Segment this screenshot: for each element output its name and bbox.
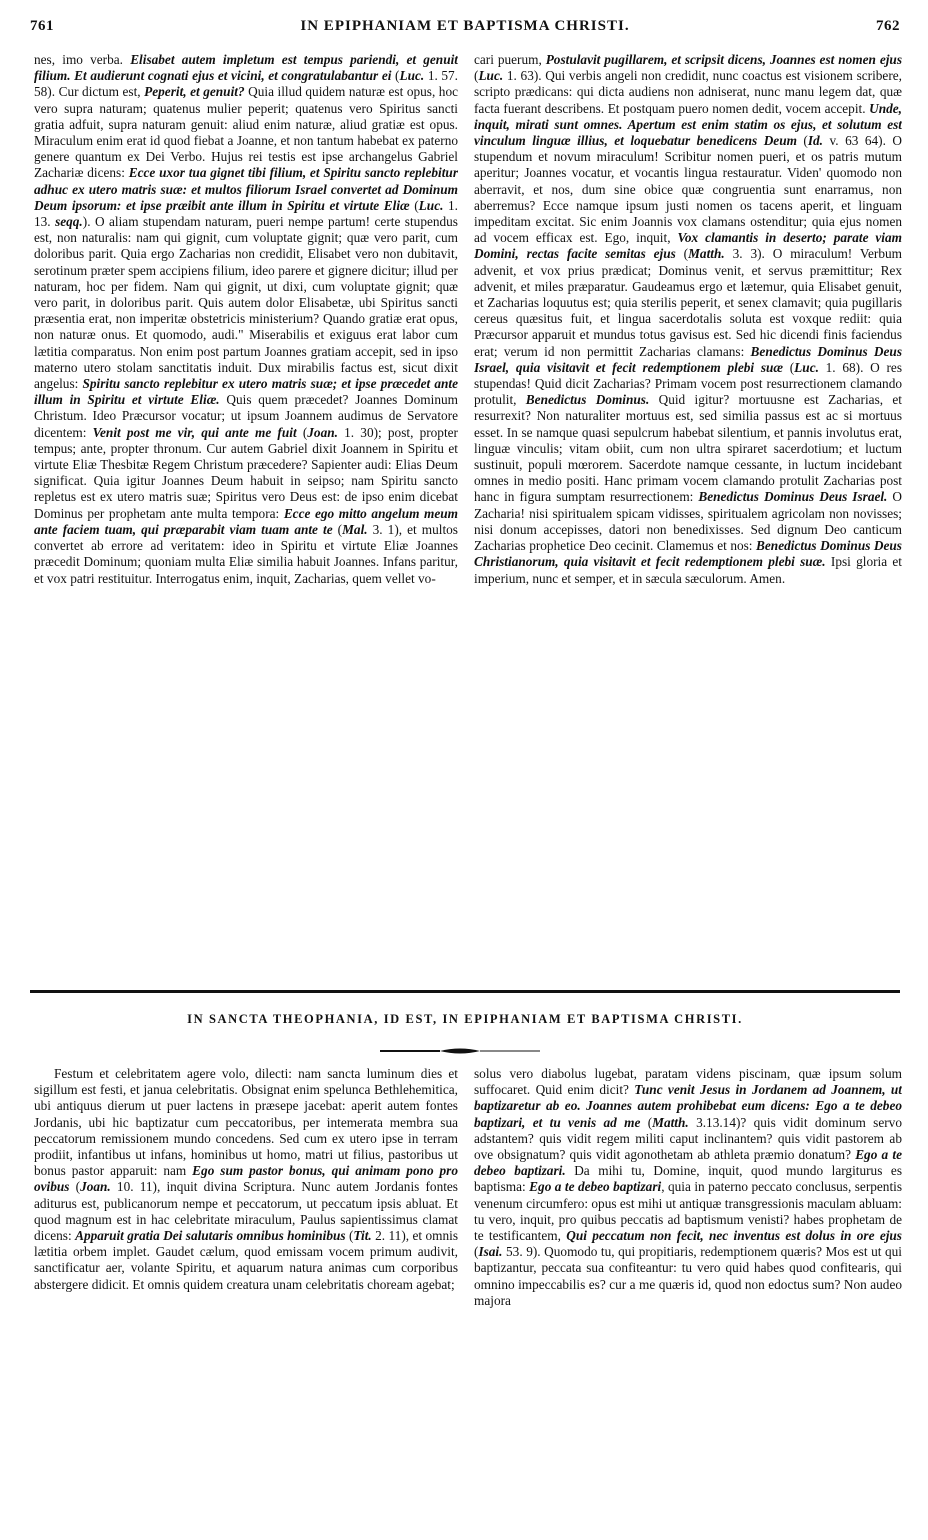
section-title: IN SANCTA THEOPHANIA, ID EST, IN EPIPHANIAM ET BAPTISMA CHRISTI. xyxy=(187,1012,743,1026)
italic-quote: Unde, inquit, mirati sunt omnes. Apertum est enim statim os ejus, et solutum est vinculum linguæ illius, et loquebatur benedicens Deum xyxy=(474,100,902,149)
text-run: ( xyxy=(409,197,419,213)
text-run: 3.13.14)? quis vidit dominum servo adstantem? quis vidit regem militi caput inclinantem? quis vidit pastorem ab ove obsignatum? quis vidit agonothetam ab athleta præmio donatum? xyxy=(474,1114,902,1163)
text-run: 1. 68). O res stupendas! Quid dicit Zacharias? Primam vocem post resurrectionem clamando protulit, xyxy=(474,359,902,408)
text-run: ). O aliam stupendam naturam, pueri nempe partum! certe stupendus est, non naturalis: nam qui gignit, cum voluptate gignit; quæ vero parit, cum doloribus parit. Quia ergo Zacharias non credidit, Elisabet vero non dubitavit, serotinum præter spem accipiens filium, ideo parere et gignere dicitur; illud per naturam, hoc per fidem. Nam qui gignit, ut dixi, cum voluptate gignit; quæ vero parit, in doloribus parit. Quis autem dolor Elisabetæ, ubi Spiritus sancti præsentia erat, non imperitæ obstetricis ministerium? Quando gratiæ erat opus, non naturæ onus. Et quomodo, audi." Miserabilis et exiguus erat labor cum lætitia comparatus. Non enim post partum Joannes gratiam accepit, sed in ipso materno utero stolam sanctitatis induit. Dux mirabilis factus est, sicut dixit angelus: xyxy=(34,214,458,392)
text-run: Ipsi gloria et imperium, nunc et semper, et in sæcula sæculorum. Amen. xyxy=(474,554,902,586)
italic-quote: Benedictus Dominus. xyxy=(525,392,650,408)
italic-quote: Luc. xyxy=(794,359,819,375)
italic-quote: Venit post me vir, qui ante me fuit xyxy=(92,424,297,440)
text-run: ( xyxy=(783,359,795,375)
italic-quote: Mal. xyxy=(342,521,368,537)
italic-quote: seqq. xyxy=(55,214,83,230)
italic-quote: Matth. xyxy=(652,1114,689,1130)
italic-quote: Joan. xyxy=(80,1179,111,1195)
italic-quote: Benedictus Dominus Deus Israel, quia visitavit et fecit redemptionem plebi suæ xyxy=(474,343,902,375)
italic-quote: Spiritu sancto replebitur ex utero matris suæ; et ipse præcedet ante illum in Spiritu et virtute Eliæ. xyxy=(34,376,458,408)
italic-quote: Isai. xyxy=(478,1244,503,1260)
italic-quote: Apparuit gratia Dei salutaris omnibus hominibus xyxy=(75,1228,346,1244)
italic-quote: Luc. xyxy=(399,68,425,84)
italic-quote: Elisabet autem impletum est tempus pariendi, et genuit filium. Et audierunt cognati ejus et vicini, et congratulabantur ei xyxy=(34,52,458,84)
text-run: ( xyxy=(332,521,343,537)
italic-quote: Matth. xyxy=(688,246,725,262)
text-run: Da mihi tu, Domine, inquit, quod mundo largiturus es baptisma: xyxy=(474,1163,902,1195)
text-run: ( xyxy=(69,1179,81,1195)
text-run: ( xyxy=(345,1228,354,1244)
text-run: ( xyxy=(675,246,689,262)
text-run: v. 63 64). O stupendum et novum miraculum! Scribitur nomen pueri, et os patris mutum aperitur; Joannes vocatur, et vocantis lingua restauratur. Viden' quomodo non aberravit, et nos, dum sine obice quæ congruentia sunt enarramus, non aberremus? Ecce namque ipsum justi nomen os tacens aperit, et linguam impeditam excitat. Sic enim Joannis vox clamans ostenditur; quia ejus nomen ad vocem efficax est. Ego, inquit, xyxy=(474,133,902,246)
text-run: 2. 11), et omnis lætitia orbem implet. Gaudet cælum, quod emissam vocem primum audivit, sanctificatur aer, volante Spiritu, et aquarum natura animas cum corporibus abstergere didicit. Et omnis quidem creatura unam celebritatis choream agebat; xyxy=(34,1228,458,1292)
italic-quote: Benedictus Dominus Deus Christianorum, quia visitavit et fecit redemptionem plebi suæ. xyxy=(474,538,902,570)
italic-quote: Luc. xyxy=(418,197,444,213)
italic-quote: Benedictus Dominus Deus Israel. xyxy=(698,489,888,505)
text-run: ( xyxy=(474,1244,479,1260)
page-number-left: 761 xyxy=(30,18,54,34)
italic-quote: Joan. xyxy=(307,424,338,440)
running-header xyxy=(30,12,900,42)
top-right-column xyxy=(474,52,902,987)
italic-quote: Luc. xyxy=(478,68,504,84)
italic-quote: Qui peccatum non fecit, nec inventus est dolus in ore ejus xyxy=(566,1228,902,1244)
text-run: 1. 57. 58). Cur dictum est, xyxy=(34,68,458,100)
text-run: ( xyxy=(391,68,400,84)
text-block xyxy=(474,52,902,587)
text-run: Quis quem præcedet? Joannes Dominum Christum. Ideo Præcursor vocatur; ut ipsum Joannem audimus de Servatore dicentem: xyxy=(34,392,458,440)
italic-quote: Postulavit pugillarem, et scripsit dicens, Joannes est nomen ejus xyxy=(545,52,902,67)
top-left-column xyxy=(34,52,458,987)
italic-quote: Tunc venit Jesus in Jordanem ad Joannem, ut baptizaretur ab eo. Joannes autem prohibebat eum dicens: Ego a te debeo baptizari, et tu venis ad me xyxy=(474,1082,902,1130)
italic-quote: Ego a te debeo baptizari. xyxy=(474,1147,902,1179)
bottom-right-column xyxy=(474,1066,902,1506)
italic-quote: Ecce uxor tua gignet tibi filium, et Spiritu sancto replebitur adhuc ex utero matris suæ: et multos filiorum Israel convertet ad Dominum Deum ipsorum: et ipse præibit ante illum in Spiritu et virtute Eliæ xyxy=(34,165,458,213)
bottom-left-column xyxy=(34,1066,458,1506)
text-run: 10. 11), inquit divina Scriptura. Nunc autem Jordanis fontes aditurus est, publicanorum nempe et peccatorum, ut peccatum ipsis abluat. Et quod magnum est in hac celebritate miraculum, Paulus sapientissimus clamat dicens: xyxy=(34,1179,458,1244)
text-run: ( xyxy=(796,133,808,149)
text-run: nes, imo verba. xyxy=(34,52,131,67)
text-block xyxy=(34,52,458,587)
italic-quote: Ego a te debeo baptizari xyxy=(529,1179,662,1195)
italic-quote: Peperit, et genuit? xyxy=(144,84,245,100)
text-run: solus vero diabolus lugebat, paratam videns piscinam, quæ ipsum solum suffocaret. Quid enim dicit? xyxy=(474,1066,902,1098)
italic-quote: Id. xyxy=(807,133,823,149)
text-block xyxy=(474,1066,902,1309)
text-run: 1. 30); post, propter tempus; ante, propter thronum. Cur autem Gabriel dixit Joannem in Spiritu et virtute Eliæ Thesbitæ Regem Christum præcedere? Sapienter audi: Elias Deum significat. Quia igitur Joannes Deum habuit in seipso; nam Spiritu sancto repletus est ex utero matris suæ; Spiritus vero Deus est: de ipso enim dicebat Dominus per prophetam ante multa tempora: xyxy=(34,424,458,521)
text-run: 3. 3). O miraculum! Verbum advenit, et vox prius prædicat; Dominus venit, et servus præmittitur; Rex advenit, et miles præparatur. Gaudeamus ergo et lætemur, quia Elisabet genuit, et Zacharias loquutus est; quia sterilis peperit, et senex clamavit; quia pugillaris cereus quæsitus fuit, et lingua sacerdotalis soluta est voxque rediit: quia Præcursor apparuit et mundus totus gavisus est. Sed hic dicendi finis faciendus erat; verum id non permittit Zacharias clamans: xyxy=(474,246,902,359)
italic-quote: Vox clamantis in deserto; parate viam Domini, rectas facite semitas ejus xyxy=(474,230,902,262)
italic-quote: Tit. xyxy=(353,1228,372,1244)
section-divider-rule xyxy=(30,990,900,993)
text-run: 3. 1), et multos convertet ab errore ad veritatem: ideo in Spiritu et virtute Eliæ Joannes præcedit Dominum; quoniam multa Eliæ similia habuit Joannes. Infans paritur, et vox patri restituitur. Interrogatus enim, inquit, Zacharias, quem vellet vo- xyxy=(34,521,458,586)
text-run: O Zacharia! nisi spiritualem spicam vidisses, spiritualem agricolam non novisses; nisi donum accepisses, datori non benedixisses. Sed dignum Deo canticum Zacharias prophetice Deo cecinit. Clamemus et nos: xyxy=(474,489,902,554)
text-run: Festum et celebritatem agere volo, dilecti: nam sancta luminum dies et sigillum est festi, et janua celebritatis. Obsignat enim spelunca Bethlehemitica, ubi antiquus dierum ut puer lactens in præsepe jacebat: aperit autem fontes Jordanis, ubi hic baptizatur cum peccatoribus, per intemerata membra sua peccatorum remissionem mundo concedens. Sed cum ex utero ipse in terram prodiit, infantibus ut infans, hominibus ut homo, matri ut filius, pastoribus ut bonus pastor apparuit: nam xyxy=(34,1066,458,1179)
italic-quote: Ecce ego mitto angelum meum ante faciem tuam, qui præparabit viam tuam ante te xyxy=(34,505,458,537)
running-title: IN EPIPHANIAM ET BAPTISMA CHRISTI. xyxy=(300,18,630,34)
text-run: 53. 9). Quomodo tu, qui propitiaris, redemptionem quæris? Mos est ut qui baptizantur, peccata sua confiteantur: tu vero quid habes quod confitearis, qui omnino impeccabilis es? cur a me quæris id, quod non edoctus sum? Non audeo majora xyxy=(474,1244,902,1308)
text-block xyxy=(34,1066,458,1293)
italic-quote: Ego sum pastor bonus, qui animam pono pro ovibus xyxy=(34,1163,458,1195)
text-run: , quia in paterno peccato conclusus, serpentis venenum circumfero: opus est mihi ut antiquæ transgressionis maculam abluam: tu vero, inquit, pro quibus peccatis ad baptismum venisti? habes prophetam de te testificantem, xyxy=(474,1179,902,1244)
text-run: ( xyxy=(474,68,479,84)
ornament-divider xyxy=(380,1046,540,1056)
text-run: Quia illud quidem naturæ est opus, hoc vero supra naturam; quatenus mulier peperit; quatenus vero Spiritus sancti gratia adfuit, supra naturam genuit: aliud enim naturæ, aliud gratiæ est opus. Miraculum enim erat id quod fiebat a Joanne, et non tantum habebat ex paterno genere quantum ex Dei Verbo. Hujus rei testis est ipse archangelus Gabriel Zachariæ dicens: xyxy=(34,84,458,181)
text-run: 1. 13. xyxy=(34,197,458,230)
page-number-right: 762 xyxy=(876,18,900,34)
text-run: ( xyxy=(640,1114,653,1130)
text-run: Quid igitur? mortuusne est Zacharias, et resurrexit? Non naturaliter mortuus est, sed similia passus est ac si mortuus esset. In se namque quasi sepulcrum habebat silentium, et pannis involutus erat, linguæ vinculis; vitam obiit, cum non ultra spiraret sacerdotium; et luctum sustinuit, populi mœrorem. Sacerdote namque cessante, in luctum incidebant omnes in medio positi. Hanc primam vocem clamando protulit Zacharias post hanc in figura sumptam resurrectionem: xyxy=(474,392,902,505)
text-run: 1. 63). Qui verbis angeli non credidit, nunc coactus est visionem scribere, scripto prædicans: qui dicta audiens non adniserat, nunc manu legem dat, quæ facta fuerant describens. Et postquam puero nomen dedit, vocem accepit. xyxy=(474,68,902,116)
text-run: ( xyxy=(296,424,308,440)
text-run: cari puerum, xyxy=(474,52,546,67)
